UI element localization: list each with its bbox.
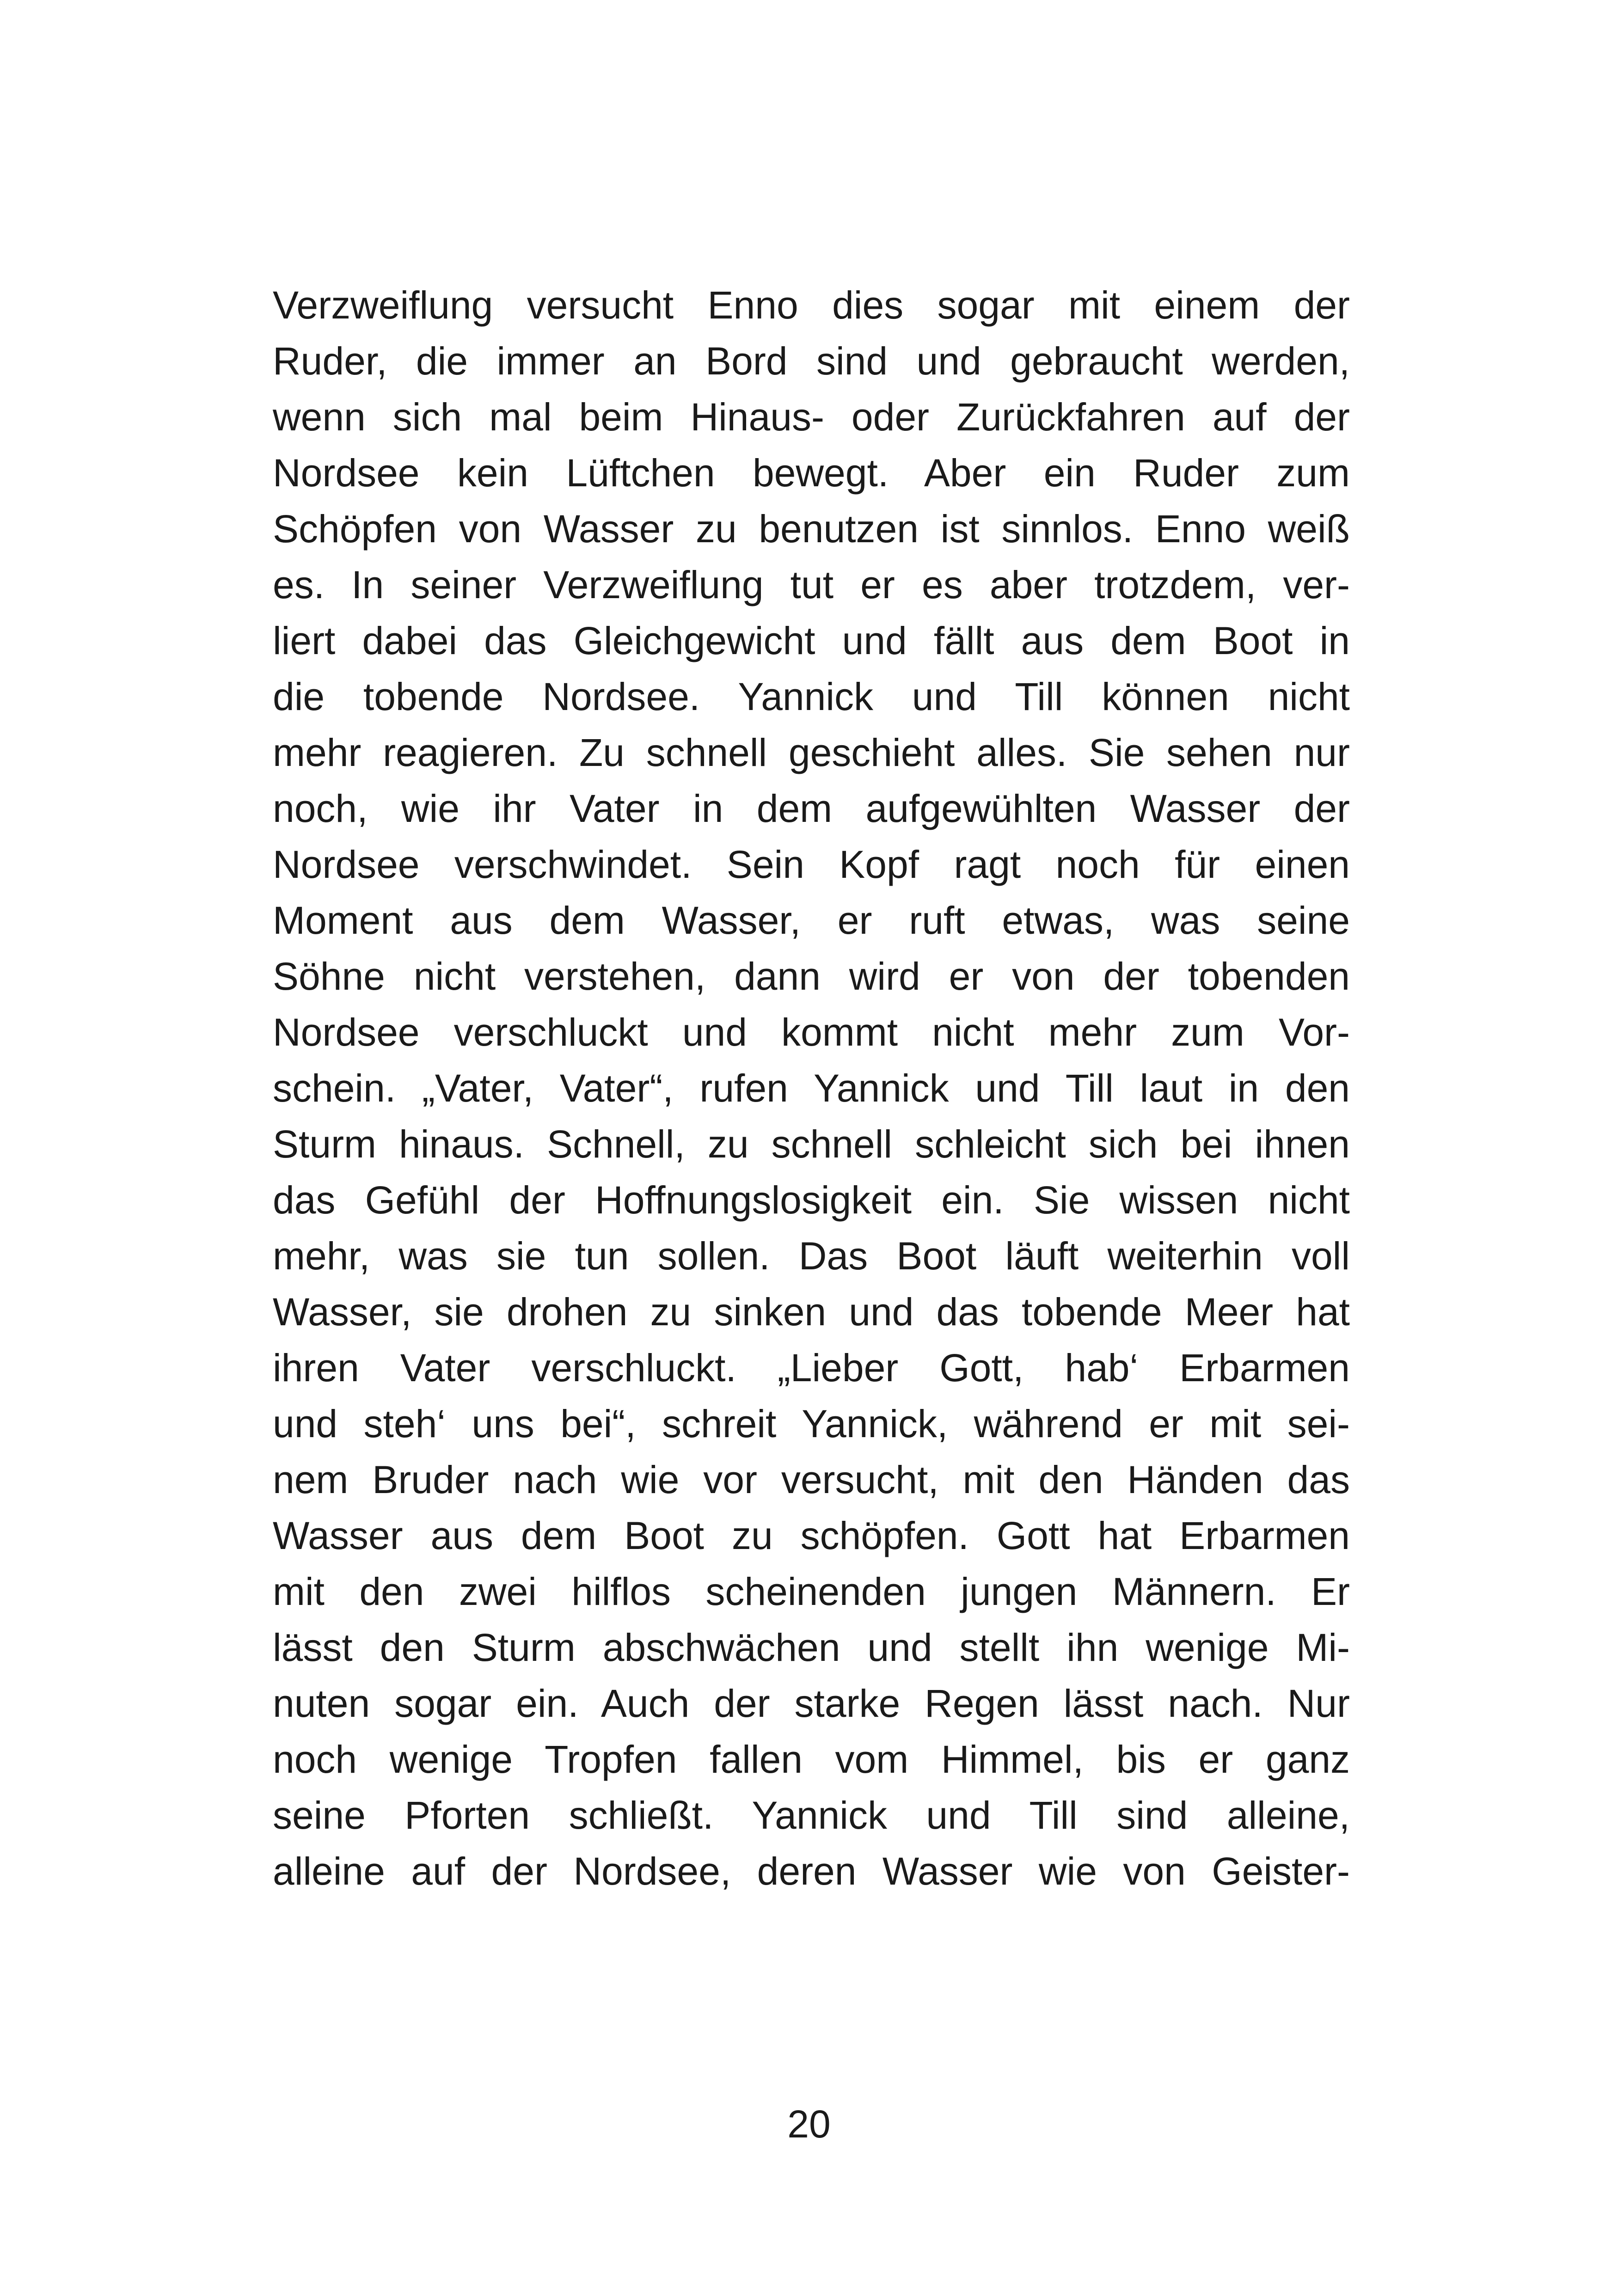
text-line: Nordsee verschwindet. Sein Kopf ragt noch für einen [273,843,1350,886]
text-line: Nordsee verschluckt und kommt nicht mehr zum Vor- [273,1010,1350,1054]
text-line: Söhne nicht verstehen, dann wird er von der tobenden [273,955,1350,998]
text-line: Sturm hinaus. Schnell, zu schnell schleicht sich bei ihnen [273,1122,1350,1166]
text-line: Schöpfen von Wasser zu benutzen ist sinnlos. Enno weiß [273,507,1350,551]
text-line: nem Bruder nach wie vor versucht, mit den Händen das [273,1458,1350,1501]
text-line: Verzweiflung versucht Enno dies sogar mit einem der [273,283,1350,327]
text-line: ihren Vater verschluckt. „Lieber Gott, hab‘ Erbarmen [273,1346,1350,1390]
text-line: es. In seiner Verzweiflung tut er es aber trotzdem, ver- [273,563,1350,606]
text-line: die tobende Nordsee. Yannick und Till können nicht [273,675,1350,718]
text-line: liert dabei das Gleichgewicht und fällt aus dem Boot in [273,619,1350,662]
text-line: schein. „Vater, Vater“, rufen Yannick und Till laut in den [273,1066,1350,1110]
text-line: seine Pforten schließt. Yannick und Till sind alleine, [273,1794,1350,1837]
text-line: nuten sogar ein. Auch der starke Regen lässt nach. Nur [273,1682,1350,1725]
text-line: noch, wie ihr Vater in dem aufgewühlten Wasser der [273,787,1350,830]
text-line: und steh‘ uns bei“, schreit Yannick, während er mit sei- [273,1402,1350,1445]
text-line: Nordsee kein Lüftchen bewegt. Aber ein Ruder zum [273,451,1350,495]
text-line: Ruder, die immer an Bord sind und gebraucht werden, [273,339,1350,383]
text-line: mehr, was sie tun sollen. Das Boot läuft weiterhin voll [273,1234,1350,1278]
text-line: Wasser aus dem Boot zu schöpfen. Gott hat Erbarmen [273,1514,1350,1557]
text-line: alleine auf der Nordsee, deren Wasser wie von Geister- [273,1849,1350,1893]
page-number: 20 [787,2102,831,2146]
text-line: das Gefühl der Hoffnungslosigkeit ein. Sie wissen nicht [273,1178,1350,1222]
text-line: lässt den Sturm abschwächen und stellt ihn wenige Mi- [273,1626,1350,1669]
body-text [273,277,1350,1899]
text-line: Wasser, sie drohen zu sinken und das tobende Meer hat [273,1290,1350,1334]
text-line: mit den zwei hilflos scheinenden jungen Männern. Er [273,1570,1350,1613]
text-line: wenn sich mal beim Hinaus- oder Zurückfahren auf der [273,395,1350,439]
text-line: mehr reagieren. Zu schnell geschieht alles. Sie sehen nur [273,731,1350,774]
text-line: noch wenige Tropfen fallen vom Himmel, bis er ganz [273,1738,1350,1781]
text-line: Moment aus dem Wasser, er ruft etwas, was seine [273,899,1350,942]
